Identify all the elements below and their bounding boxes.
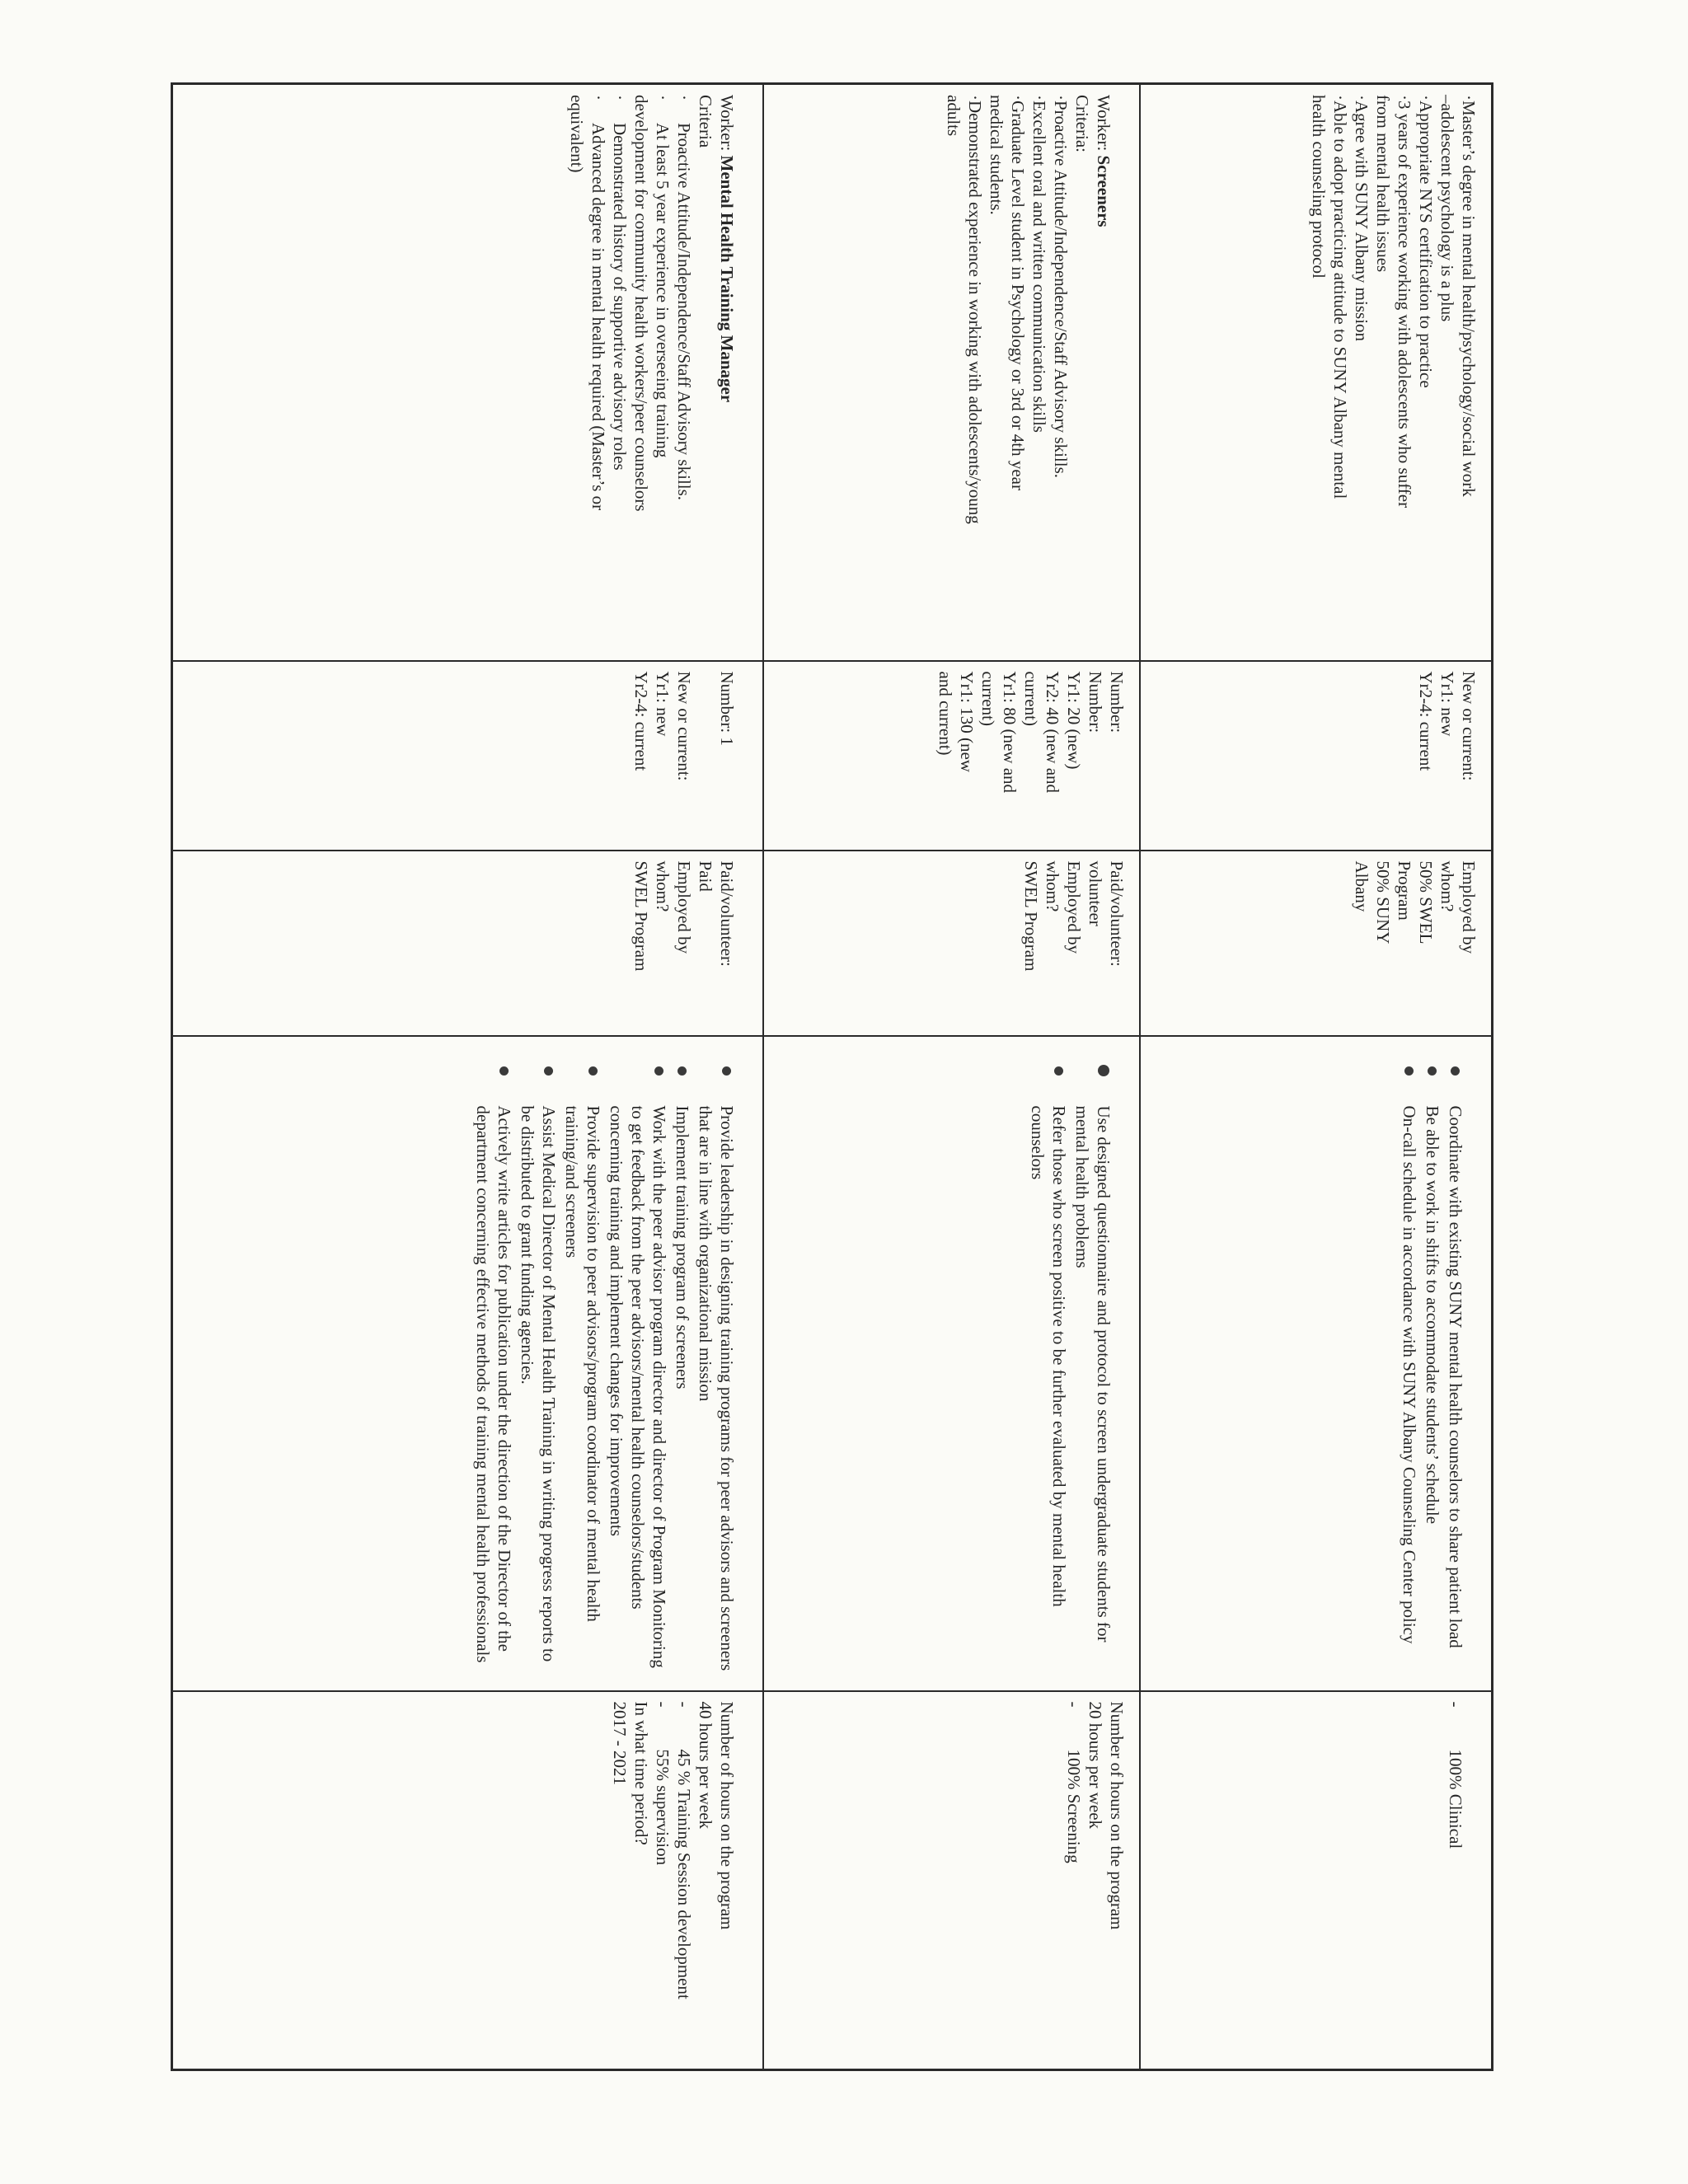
period-label: In what time period? <box>631 1701 651 1845</box>
responsibilities-cell <box>172 1036 764 1691</box>
employment-line: Program <box>1395 860 1414 921</box>
criteria-line: equivalent) <box>567 95 587 173</box>
responsibilities-cell <box>1140 1036 1493 1691</box>
criteria-label: Criteria: <box>1072 95 1092 152</box>
number-line: Yr2: 40 (new and <box>1043 671 1062 794</box>
responsibility-text: Refer those who screen positive to be further evaluated by mental health counselors <box>1028 1105 1069 1607</box>
responsibility-text: Be able to work in shifts to accommodate students’ schedule <box>1423 1105 1442 1525</box>
employment-cell <box>763 851 1140 1036</box>
responsibilities-list <box>472 1047 738 1680</box>
employment-line: 50% SWEL <box>1416 860 1436 944</box>
responsibility-text: On-call schedule in accordance with SUNY Albany Counseling Center policy <box>1400 1105 1419 1644</box>
employment-line: Paid/volunteer: <box>1107 860 1127 967</box>
criteria-text: Advanced degree in mental health required (Master’s or <box>588 123 608 511</box>
criteria-cell <box>763 84 1140 661</box>
list-item <box>561 1047 604 1680</box>
staffing-table <box>171 82 1493 2071</box>
list-item <box>472 1047 515 1680</box>
number-cell <box>172 661 764 851</box>
responsibility-text: Provide supervision to peer advisors/program coordinator of mental health training/and screeners <box>562 1105 603 1622</box>
responsibility-text: Assist Medical Director of Mental Health Training in writing progress reports to be distributed to grant funding agencies. <box>518 1105 559 1662</box>
responsibility-text: Use designed questionnaire and protocol to screen undergraduate students for mental health problems <box>1072 1105 1114 1643</box>
criteria-line: ·Excellent oral and written communication skills <box>1029 95 1049 433</box>
employment-line: Paid/volunteer: <box>717 860 737 967</box>
criteria-line: ·Able to adopt practicing attitude to SUNY Albany mental <box>1330 95 1350 499</box>
bullet-icon <box>678 1066 687 1076</box>
table-row-counselors <box>1140 84 1493 2070</box>
criteria-line: ·Demonstrated experience in working with adolescents/young <box>965 95 985 524</box>
bullet-icon <box>1054 1066 1063 1076</box>
list-item <box>672 1047 693 1680</box>
dash-icon: - <box>1064 1701 1084 1708</box>
criteria-line: adults <box>944 95 964 137</box>
responsibility-text: Actively write articles for publication under the direction of the Director of the department concerning effective methods of training mental health professionals <box>473 1105 514 1663</box>
hours-intro: 20 hours per week <box>1085 1701 1105 1830</box>
bullet-icon <box>544 1066 553 1076</box>
employment-line: Employed by <box>1459 860 1479 954</box>
table-row-training-manager <box>172 84 764 2070</box>
hours-item <box>1445 1702 1466 2060</box>
list-item <box>1071 1047 1114 1680</box>
criteria-line: ·Appropriate NYS certification to practice <box>1416 95 1436 388</box>
worker-heading <box>716 95 738 650</box>
worker-title: Mental Health Training Manager <box>717 155 737 403</box>
criteria-item <box>652 95 673 650</box>
spacer <box>695 672 716 840</box>
criteria-cell <box>172 84 764 661</box>
hours-cell <box>1140 1691 1493 2070</box>
employment-line: whom? <box>1043 860 1062 912</box>
worker-prefix: Worker: <box>1094 95 1114 156</box>
number-line: and current) <box>935 671 955 756</box>
employment-line: Employed by <box>674 860 694 954</box>
employment-line: volunteer <box>1085 860 1105 926</box>
hours-item-text: 45 % Training Session development <box>674 1749 694 1999</box>
hours-item <box>1063 1702 1085 2060</box>
number-line: New or current: <box>674 671 694 781</box>
period-value: 2017 - 2021 <box>610 1701 630 1785</box>
hours-item-text: 100% Clinical <box>1446 1749 1465 1849</box>
employment-cell <box>172 851 764 1036</box>
number-line: Yr1: 130 (new <box>957 671 977 772</box>
employment-line: SWEL Program <box>631 860 651 972</box>
number-line: current) <box>978 671 998 726</box>
rotated-table-wrapper <box>278 82 1493 2069</box>
dot-icon: · <box>653 95 673 101</box>
hours-item-text: 100% Screening <box>1064 1749 1084 1863</box>
number-line: Yr2-4: current <box>631 671 651 771</box>
responsibilities-list <box>1027 1047 1114 1680</box>
bullet-icon <box>588 1066 598 1076</box>
dot-icon: · <box>610 95 630 101</box>
criteria-item <box>588 95 609 650</box>
criteria-line: ·Agree with SUNY Albany mission <box>1352 95 1372 342</box>
list-item <box>695 1047 738 1680</box>
dot-icon: · <box>588 95 608 101</box>
employment-line: 50% SUNY <box>1373 860 1393 944</box>
criteria-item <box>673 95 695 650</box>
bullet-icon <box>1098 1065 1109 1076</box>
hours-item <box>652 1702 673 2060</box>
employment-line: whom? <box>653 860 673 912</box>
number-line: New or current: <box>1459 671 1479 781</box>
hours-cell <box>172 1691 764 2070</box>
worker-heading <box>1093 95 1114 650</box>
number-line: Yr2-4: current <box>1416 671 1436 771</box>
worker-title: Screeners <box>1094 155 1114 227</box>
dash-icon: - <box>653 1701 673 1708</box>
employment-line: Albany <box>1352 860 1372 912</box>
number-line: current) <box>1021 671 1041 726</box>
bullet-icon <box>1451 1066 1460 1076</box>
responsibility-text: Implement training program of screeners <box>673 1105 692 1390</box>
criteria-label: Criteria <box>696 95 715 148</box>
criteria-line: –adolescent psychology is a plus <box>1437 95 1457 322</box>
table-row-screeners <box>763 84 1140 2070</box>
employment-line: SWEL Program <box>1021 860 1041 972</box>
number-cell <box>763 661 1140 851</box>
criteria-line: medical students. <box>987 95 1006 215</box>
worker-prefix: Worker: <box>717 95 737 156</box>
criteria-line: ·Proactive Attitude/Independence/Staff Advisory skills. <box>1051 95 1071 479</box>
employment-line: Paid <box>696 860 715 892</box>
number-line: Yr1: 20 (new) <box>1064 671 1084 770</box>
criteria-text: Demonstrated history of supportive advisory roles <box>610 123 630 471</box>
list-item <box>1422 1047 1443 1680</box>
hours-item-text: 55% supervision <box>653 1749 673 1866</box>
list-item <box>1399 1047 1420 1680</box>
responsibility-text: Provide leadership in designing training programs for peer advisors and screeners that are in line with organizational mission <box>696 1105 737 1671</box>
hours-intro: 40 hours per week <box>696 1701 715 1830</box>
criteria-line: from mental health issues <box>1373 95 1393 273</box>
responsibility-text: Coordinate with existing SUNY mental health counselors to share patient load <box>1446 1105 1465 1648</box>
criteria-line: ·Master’s degree in mental health/psychology/social work <box>1459 95 1479 497</box>
criteria-text: At least 5 year experience in overseeing training <box>653 123 673 458</box>
employment-line: whom? <box>1437 860 1457 912</box>
list-item <box>1027 1047 1070 1680</box>
dot-icon: · <box>674 95 694 101</box>
number-line: Number: <box>1107 671 1127 733</box>
employment-cell <box>1140 851 1493 1036</box>
hours-item <box>673 1702 695 2060</box>
list-item <box>1445 1047 1466 1680</box>
bullet-icon <box>1428 1066 1437 1076</box>
bullet-icon <box>1404 1066 1414 1076</box>
criteria-line: ·3 years of experience working with adolescents who suffer <box>1395 95 1414 509</box>
hours-intro: Number of hours on the program <box>717 1701 737 1930</box>
employment-line: Employed by <box>1064 860 1084 954</box>
criteria-line: health counseling protocol <box>1309 95 1329 279</box>
number-line: Yr1: 80 (new and <box>1000 671 1020 794</box>
number-line: Number: 1 <box>717 671 737 746</box>
number-line: Number: <box>1085 671 1105 733</box>
dash-icon: - <box>1446 1701 1465 1708</box>
bullet-icon <box>654 1066 663 1076</box>
responsibilities-list <box>1399 1047 1466 1680</box>
criteria-cell <box>1140 84 1493 661</box>
number-line: Yr1: new <box>1437 671 1457 737</box>
number-cell <box>1140 661 1493 851</box>
number-line: Yr1: new <box>653 671 673 737</box>
hours-intro: Number of hours on the program <box>1107 1701 1127 1930</box>
criteria-line: ·Graduate Level student in Psychology or 3rd or 4th year <box>1008 95 1028 490</box>
responsibility-text: Work with the peer advisor program director and director of Program Monitoring to get feedback from the peer advisors/mental health counselors/students concerning training and implement changes for improvements <box>607 1105 669 1668</box>
bullet-icon <box>499 1066 509 1076</box>
bullet-icon <box>722 1066 731 1076</box>
responsibilities-cell <box>763 1036 1140 1691</box>
criteria-text: Proactive Attitude/Independence/Staff Advisory skills. <box>674 123 694 501</box>
criteria-item <box>609 95 631 650</box>
hours-cell <box>763 1691 1140 2070</box>
list-item <box>606 1047 670 1680</box>
list-item <box>517 1047 560 1680</box>
dash-icon: - <box>674 1701 694 1708</box>
criteria-line: development for community health workers/peer counselors <box>631 95 651 512</box>
